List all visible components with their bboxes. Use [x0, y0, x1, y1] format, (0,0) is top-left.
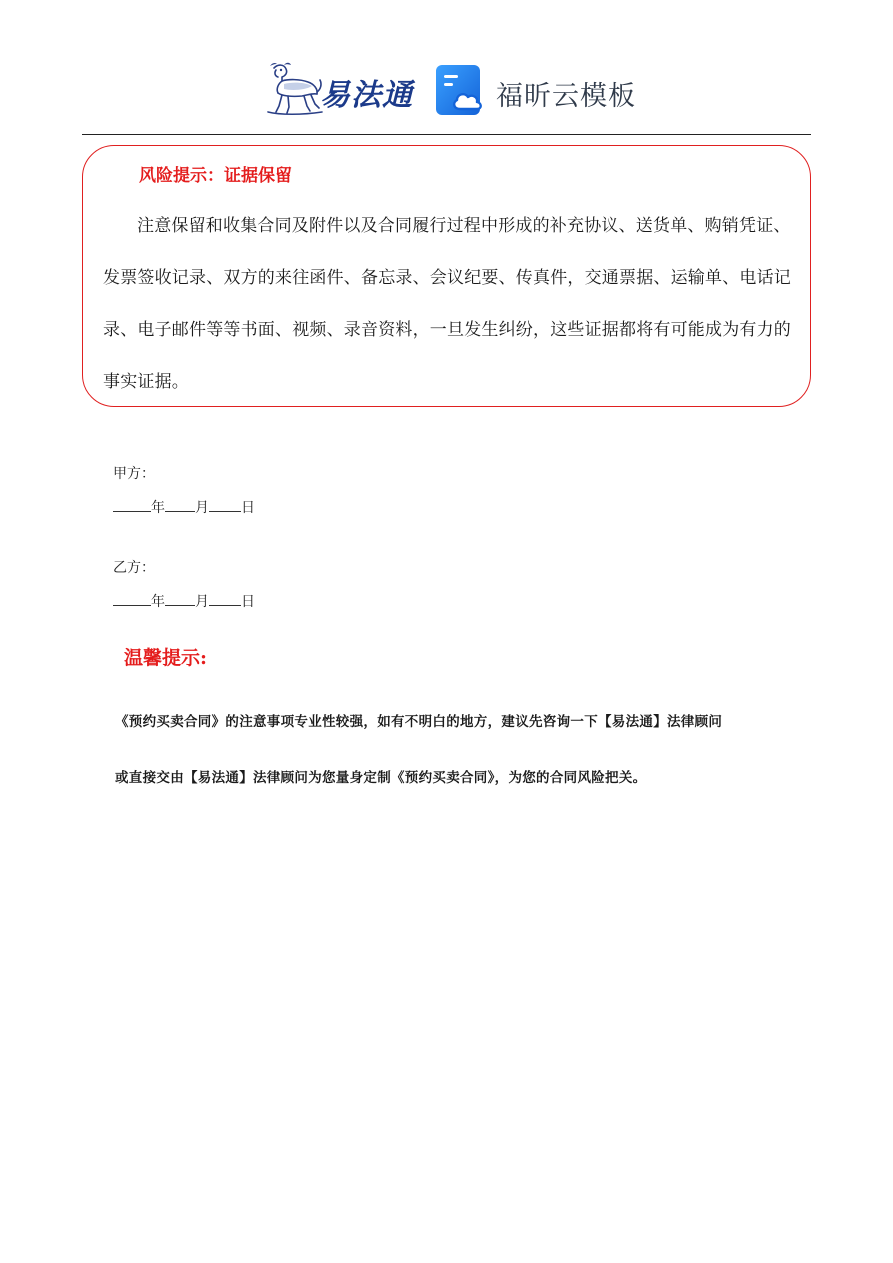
risk-notice-title: 风险提示：证据保留: [139, 166, 292, 186]
day-blank: [209, 591, 241, 606]
year-blank: [113, 591, 151, 606]
risk-notice-box: [82, 145, 811, 407]
warm-tip-body: [115, 694, 815, 806]
risk-notice-body: 注意保留和收集合同及附件以及合同履行过程中形成的补充协议、送货单、购销凭证、发票签收记录、双方的来往函件、备忘录、会议纪要、传真件，交通票据、运输单、电话记录、电子邮件等等书面、视频、录音资料，一旦发生纠纷，这些证据都将有可能成为有力的事实证据。: [103, 216, 791, 392]
month-label: 月: [195, 594, 209, 610]
year-label: 年: [151, 594, 165, 610]
qilin-horse-icon: [262, 62, 324, 118]
warm-tip-line: 《预约买卖合同》的注意事项专业性较强，如有不明白的地方，建议先咨询一下【易法通】法律顾问: [115, 714, 723, 730]
party-b-signature: [113, 558, 255, 611]
year-label: 年: [151, 500, 165, 516]
warm-tip-title: 温馨提示:: [124, 647, 208, 669]
fuxin-cloud-template-logo: [436, 65, 636, 117]
party-a-label: 甲方：: [113, 466, 155, 482]
party-a-date: [113, 497, 255, 517]
day-label: 日: [241, 594, 255, 610]
page-header: [0, 58, 893, 122]
fuxin-brand-text: 福昕云模板: [496, 81, 636, 112]
party-b-label: 乙方：: [113, 560, 155, 576]
day-label: 日: [241, 500, 255, 516]
header-divider: [82, 134, 811, 135]
month-blank: [165, 591, 195, 606]
yifatong-logo: [262, 62, 412, 118]
year-blank: [113, 497, 151, 512]
month-label: 月: [195, 500, 209, 516]
party-a-signature: [113, 464, 255, 517]
document-cloud-icon: [436, 65, 486, 115]
day-blank: [209, 497, 241, 512]
party-b-date: [113, 591, 255, 611]
month-blank: [165, 497, 195, 512]
yifatong-brand-text: 易法通: [320, 78, 413, 113]
warm-tip-line: 或直接交由【易法通】法律顾问为您量身定制《预约买卖合同》，为您的合同风险把关。: [115, 770, 647, 786]
